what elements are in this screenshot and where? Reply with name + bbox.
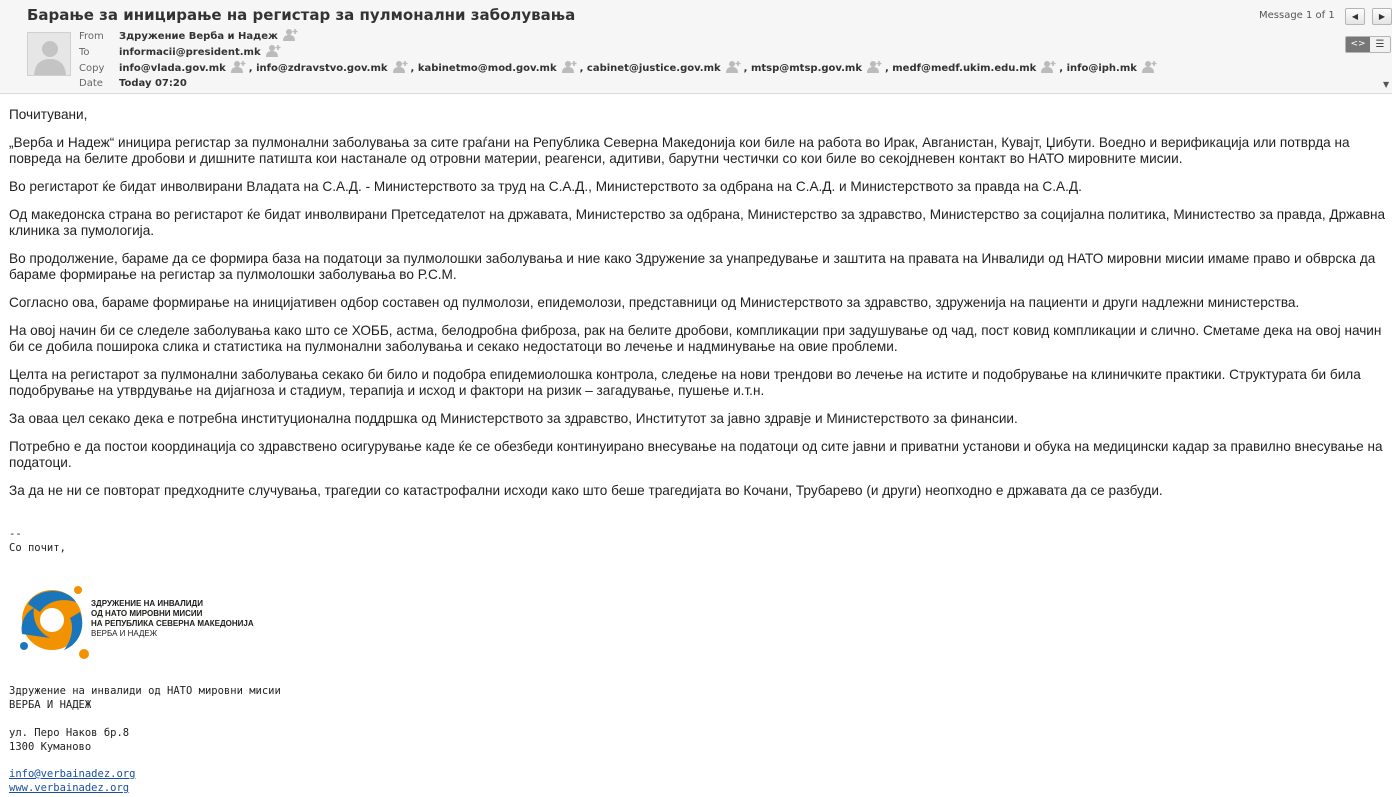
copy-list [119,63,1160,74]
date-row [79,76,187,92]
add-contact-icon[interactable] [266,44,282,58]
logo-text [91,599,254,639]
list-icon: ☰ [1375,39,1385,50]
add-contact-icon[interactable] [231,60,247,74]
copy-address[interactable]: kabinetmo@mod.gov.mk [417,63,557,74]
from-value[interactable]: Здружение Верба и Надеж [119,31,278,42]
address-city: 1300 Куманово [9,741,92,753]
body-paragraph: Во регистарот ќе бидат инволвирани Владата на С.А.Д. - Министерството за труд на С.А.Д., Министерството за одбрана на С.А.Д. и Министерството за правда на С.А.Д. [9,179,1082,194]
body-paragraph: Во продолжение, бараме да се формира база на податоци за пулмолошки заболувања и ние како Здружение за унапредување и заштита на правата на Инвалиди од НАТО мировни мисии имаме право и обврска да бараме формирање на регистар за пулмолошки заболувања во Р.С.М. [9,251,1376,282]
signature-links [9,767,135,795]
scroll-down-arrow-icon[interactable]: ▼ [1383,80,1390,89]
from-row [79,28,301,44]
body-paragraph: „Верба и Надеж“ иницира регистар за пулмонални заболувања за сите граѓани на Република Северна Македонија кои биле на работа во Ирак, Авганистан, Кувајт, Џибути. Воедно и верификација или потврда на повреда на белите дробови и дишните патишта кои настанале од отровни материи, реагенси, адитиви, барутни честички со кои биле во секојдневен контакт во НАТО мировните мисии. [9,135,1350,166]
copy-label: Copy [79,63,105,74]
to-value[interactable]: informacii@president.mk [119,47,261,58]
plain-view-button[interactable] [1370,37,1390,52]
triangle-left-icon: ◀ [1351,12,1359,21]
html-view-button[interactable] [1346,37,1370,52]
logo-line: НА РЕПУБЛИКА СЕВЕРНА МАКЕДОНИЈА [91,619,254,628]
date-value: Today 07:20 [119,78,187,89]
add-contact-icon[interactable] [393,60,409,74]
message-header [0,0,1392,94]
previous-message-button[interactable] [1345,8,1365,25]
copy-address[interactable]: info@zdravstvo.gov.mk [256,63,388,74]
logo-line: ВЕРБА И НАДЕЖ [91,629,158,638]
org-short-name: ВЕРБА И НАДЕЖ [9,699,92,711]
body-paragraph: Од македонска страна во регистарот ќе бидат инволвирани Претседателот на државата, Министерство за одбрана, Министерство за здравство, Министерство за социјална политика, Министество за правда, Државна клиника за пумологија. [9,207,1386,238]
add-contact-icon[interactable] [1142,60,1158,74]
sender-avatar [27,32,71,76]
add-contact-icon[interactable] [726,60,742,74]
organization-logo [14,582,264,660]
signature-dashes: -- [9,528,22,540]
copy-address[interactable]: medf@medf.ukim.edu.mk [892,63,1037,74]
logo-line: ЗДРУЖЕНИЕ НА ИНВАЛИДИ [91,599,203,608]
body-paragraph: За да не ни се повторат предходните случувања, трагедии со катастрофални исходи како што беше трагедијата во Кочани, Трубарево (и други) неопходно е државата да се разбуди. [9,483,1163,498]
copy-separator: , [248,63,257,74]
body-paragraph: За оваа цел секако дека е потребна институционална поддршка од Министерството за здравство, Институтот за јавно здравје и Министерството за финансии. [9,411,1018,426]
date-label: Date [79,78,103,89]
add-contact-icon[interactable] [562,60,578,74]
add-contact-icon[interactable] [867,60,883,74]
from-label: From [79,31,104,42]
view-toggle [1345,36,1391,53]
triangle-right-icon: ▶ [1378,12,1386,21]
add-contact-icon[interactable] [283,28,299,42]
body-paragraph: Согласно ова, бараме формирање на иницијативен одбор составен од пулмолози, епидемолози, представници од Министерството за здравство, здруженија на пациенти и други надлежни министерства. [9,295,1300,310]
email-link[interactable]: info@verbainadez.org [9,768,136,780]
signature-organization [9,684,281,712]
logo-line: ОД НАТО МИРОВНИ МИСИИ [91,609,203,618]
next-message-button[interactable] [1372,8,1392,25]
copy-separator: , [884,63,893,74]
message-subject: Барање за иницирање на регистар за пулмонални заболувања [27,6,576,24]
copy-separator: , [1059,63,1067,74]
logo-mark-icon [14,582,90,660]
website-link[interactable]: www.verbainadez.org [9,782,130,794]
add-contact-icon[interactable] [1041,60,1057,74]
signature-closing [9,527,66,555]
copy-separator: , [743,63,751,74]
address-street: ул. Перо Наков бр.8 [9,727,130,739]
copy-address[interactable]: mtsp@mtsp.gov.mk [750,63,862,74]
copy-separator: , [410,63,418,74]
body-paragraph: Целта на регистарот за пулмонални заболувања секако би било и подобра епидемиолошка контрола, следење на нови трендови во лечење на истите и подобрување на клиничките практики. Структурата би била подобрување на утврдување на дијагноза и стадиум, терапија и исход и фактори на ризик – загадување, пушење и.т.н. [9,367,1361,398]
signature-greeting: Со почит, [9,542,66,554]
body-paragraph: Потребно е да постои координација со здравствено осигурување каде ќе се обезбеди континуирано внесување на податоци од сите јавни и приватни установи и обука на медицински кадар за правилно внесување на податоци. [9,439,1383,470]
to-label: To [79,47,90,58]
org-name: Здружение на инвалиди од НАТО мировни мисии [9,685,281,697]
signature-address [9,726,129,754]
code-icon: <> [1350,39,1366,49]
copy-row [79,60,1160,76]
message-body [9,107,1387,511]
copy-address[interactable]: info@iph.mk [1066,63,1137,74]
copy-address[interactable]: cabinet@justice.gov.mk [586,63,721,74]
message-counter: Message 1 of 1 [1259,10,1335,21]
copy-address[interactable]: info@vlada.gov.mk [119,63,226,74]
body-paragraph: На овој начин би се следеле заболувања како што се ХОББ, астма, белодробна фиброза, рак на белите дробови, компликации при задушување од чад, пост ковид компликации и слично. Сметаме дека на овој начин би се добила поширока слика и статистика на пулмонални заболувања и секако недостатоци во лечење и надминување на овие проблеми. [9,323,1382,354]
person-silhouette-icon [28,33,71,76]
copy-separator: , [579,63,587,74]
body-paragraph: Почитувани, [9,107,88,122]
to-row [79,44,284,60]
